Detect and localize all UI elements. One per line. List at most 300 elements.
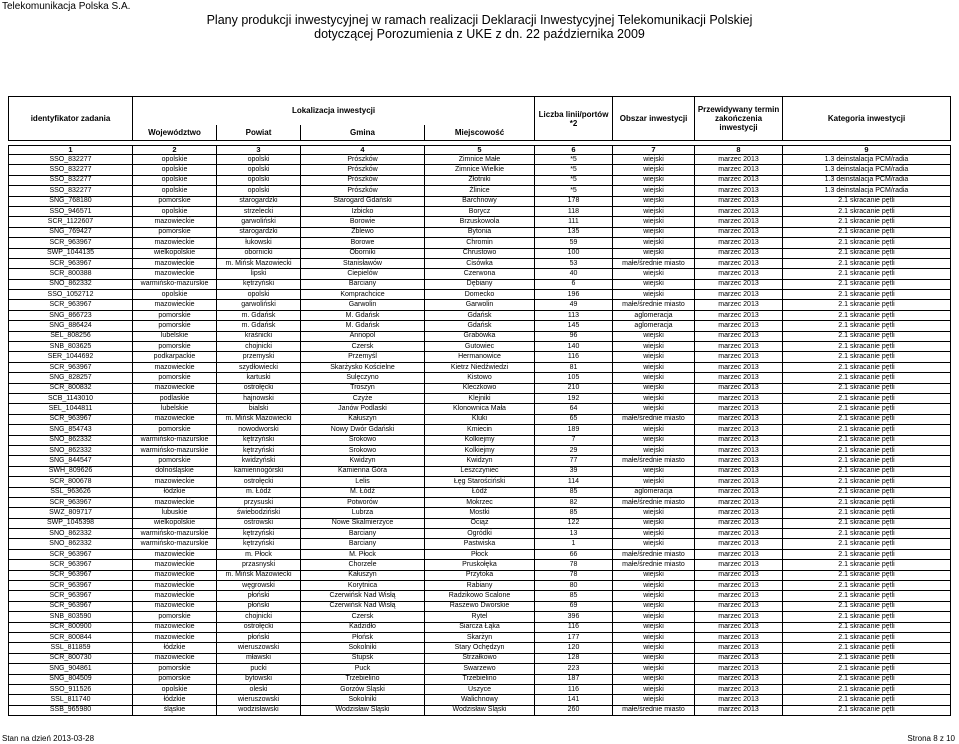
cell-commune: Prószków xyxy=(301,175,425,185)
cell-task-id: SNG_866723 xyxy=(9,310,133,320)
header-lines: Liczba linii/portów *2 xyxy=(535,97,613,141)
cell-task-id: SNG_904861 xyxy=(9,664,133,674)
table-row xyxy=(9,238,951,248)
cell-deadline: marzec 2013 xyxy=(695,591,783,601)
cell-area: aglomeracja xyxy=(613,487,695,497)
header-locality: Miejscowość xyxy=(425,125,535,141)
cell-lines: 196 xyxy=(535,290,613,300)
cell-voivodeship: pomorskie xyxy=(133,321,217,331)
cell-commune: Prószków xyxy=(301,165,425,175)
cell-deadline: marzec 2013 xyxy=(695,362,783,372)
cell-deadline: marzec 2013 xyxy=(695,186,783,196)
column-number: 7 xyxy=(613,146,695,155)
cell-county: ostrowski xyxy=(217,518,301,528)
cell-lines: 85 xyxy=(535,591,613,601)
cell-voivodeship: opolskie xyxy=(133,155,217,165)
cell-area: wiejski xyxy=(613,508,695,518)
cell-commune: Kałuszyn xyxy=(301,570,425,580)
cell-lines: 100 xyxy=(535,248,613,258)
table-row xyxy=(9,196,951,206)
cell-task-id: SNO_862332 xyxy=(9,435,133,445)
cell-commune: Sokolniki xyxy=(301,643,425,653)
cell-task-id: SCR_800730 xyxy=(9,653,133,663)
cell-task-id: SSL_811740 xyxy=(9,695,133,705)
cell-lines: 122 xyxy=(535,518,613,528)
cell-lines: 81 xyxy=(535,362,613,372)
cell-area: wiejski xyxy=(613,227,695,237)
cell-category: 2.1 skracanie pętli xyxy=(783,477,951,487)
cell-deadline: marzec 2013 xyxy=(695,497,783,507)
cell-locality: Kietrz Niedźwiedzi xyxy=(425,362,535,372)
cell-locality: Chrustowo xyxy=(425,248,535,258)
cell-task-id: SCR_800388 xyxy=(9,269,133,279)
cell-voivodeship: łódzkie xyxy=(133,695,217,705)
cell-task-id: SCR_963967 xyxy=(9,258,133,268)
cell-area: małe/średnie miasto xyxy=(613,414,695,424)
status-date: Stan na dzień 2013-03-28 xyxy=(2,734,95,743)
cell-task-id: SWP_1044135 xyxy=(9,248,133,258)
cell-commune: Annopol xyxy=(301,331,425,341)
cell-locality: Uszyce xyxy=(425,684,535,694)
cell-locality: Brzuskowola xyxy=(425,217,535,227)
header-task-id: identyfikator zadania xyxy=(9,97,133,141)
cell-area: wiejski xyxy=(613,581,695,591)
cell-category: 2.1 skracanie pętli xyxy=(783,560,951,570)
cell-county: ostrołęcki xyxy=(217,477,301,487)
cell-deadline: marzec 2013 xyxy=(695,425,783,435)
cell-task-id: SCR_963967 xyxy=(9,300,133,310)
cell-locality: Mostki xyxy=(425,508,535,518)
cell-commune: Kałuszyn xyxy=(301,414,425,424)
cell-lines: 178 xyxy=(535,196,613,206)
table-row xyxy=(9,612,951,622)
cell-commune: Czerwińsk Nad Wisłą xyxy=(301,601,425,611)
table-row xyxy=(9,258,951,268)
cell-area: wiejski xyxy=(613,435,695,445)
cell-county: lipski xyxy=(217,269,301,279)
table-row xyxy=(9,539,951,549)
cell-lines: 6 xyxy=(535,279,613,289)
cell-deadline: marzec 2013 xyxy=(695,206,783,216)
cell-area: wiejski xyxy=(613,664,695,674)
cell-task-id: SNO_862332 xyxy=(9,445,133,455)
cell-area: wiejski xyxy=(613,155,695,165)
cell-task-id: SCR_963967 xyxy=(9,601,133,611)
cell-county: m. Mińsk Mazowiecki xyxy=(217,414,301,424)
cell-commune: Gorzów Śląski xyxy=(301,684,425,694)
cell-category: 2.1 skracanie pętli xyxy=(783,373,951,383)
cell-county: m. Gdańsk xyxy=(217,321,301,331)
cell-lines: 53 xyxy=(535,258,613,268)
cell-voivodeship: warmińsko-mazurskie xyxy=(133,279,217,289)
cell-area: wiejski xyxy=(613,238,695,248)
cell-voivodeship: podkarpackie xyxy=(133,352,217,362)
cell-locality: Barchnowy xyxy=(425,196,535,206)
cell-locality: Łęg Starościński xyxy=(425,477,535,487)
cell-deadline: marzec 2013 xyxy=(695,560,783,570)
cell-county: starogardzki xyxy=(217,196,301,206)
cell-voivodeship: mazowieckie xyxy=(133,560,217,570)
cell-lines: 78 xyxy=(535,560,613,570)
cell-lines: 96 xyxy=(535,331,613,341)
cell-category: 2.1 skracanie pętli xyxy=(783,632,951,642)
table-row xyxy=(9,373,951,383)
cell-category: 2.1 skracanie pętli xyxy=(783,601,951,611)
cell-area: wiejski xyxy=(613,404,695,414)
cell-category: 2.1 skracanie pętli xyxy=(783,612,951,622)
cell-category: 2.1 skracanie pętli xyxy=(783,581,951,591)
cell-category: 2.1 skracanie pętli xyxy=(783,342,951,352)
cell-voivodeship: mazowieckie xyxy=(133,570,217,580)
cell-voivodeship: mazowieckie xyxy=(133,497,217,507)
cell-commune: Izbicko xyxy=(301,206,425,216)
cell-county: kętrzyński xyxy=(217,529,301,539)
cell-county: kętrzyński xyxy=(217,279,301,289)
cell-category: 2.1 skracanie pętli xyxy=(783,518,951,528)
cell-locality: Hermanowice xyxy=(425,352,535,362)
header-location: Lokalizacja inwestycji xyxy=(133,97,535,125)
cell-voivodeship: warmińsko-mazurskie xyxy=(133,539,217,549)
cell-deadline: marzec 2013 xyxy=(695,549,783,559)
cell-voivodeship: opolskie xyxy=(133,684,217,694)
cell-deadline: marzec 2013 xyxy=(695,622,783,632)
cell-area: wiejski xyxy=(613,269,695,279)
cell-area: aglomeracja xyxy=(613,321,695,331)
cell-task-id: SSL_811859 xyxy=(9,643,133,653)
cell-category: 2.1 skracanie pętli xyxy=(783,425,951,435)
company-name: Telekomunikacja Polska S.A. xyxy=(2,1,131,12)
cell-locality: Rabiany xyxy=(425,581,535,591)
cell-deadline: marzec 2013 xyxy=(695,175,783,185)
cell-lines: 1 xyxy=(535,539,613,549)
cell-locality: Źlinice xyxy=(425,186,535,196)
cell-commune: M. Łódź xyxy=(301,487,425,497)
column-number: 4 xyxy=(301,146,425,155)
cell-area: wiejski xyxy=(613,206,695,216)
cell-lines: 210 xyxy=(535,383,613,393)
table-row xyxy=(9,321,951,331)
cell-deadline: marzec 2013 xyxy=(695,477,783,487)
cell-commune: Nowy Dwór Gdański xyxy=(301,425,425,435)
cell-locality: Skarżyn xyxy=(425,632,535,642)
cell-commune: Czyże xyxy=(301,393,425,403)
table-row xyxy=(9,383,951,393)
cell-county: obornicki xyxy=(217,248,301,258)
cell-task-id: SNO_862332 xyxy=(9,539,133,549)
cell-area: wiejski xyxy=(613,445,695,455)
cell-task-id: SNG_828257 xyxy=(9,373,133,383)
cell-deadline: marzec 2013 xyxy=(695,248,783,258)
table-row xyxy=(9,705,951,715)
table-row xyxy=(9,581,951,591)
cell-deadline: marzec 2013 xyxy=(695,445,783,455)
cell-lines: 40 xyxy=(535,269,613,279)
cell-task-id: SWP_1045398 xyxy=(9,518,133,528)
cell-lines: 85 xyxy=(535,508,613,518)
cell-county: wieruszowski xyxy=(217,695,301,705)
cell-lines: 59 xyxy=(535,238,613,248)
cell-county: kętrzyński xyxy=(217,435,301,445)
cell-category: 1.3 deinstalacja PCM/radia xyxy=(783,186,951,196)
cell-county: hajnowski xyxy=(217,393,301,403)
cell-county: szydłowiecki xyxy=(217,362,301,372)
cell-category: 2.1 skracanie pętli xyxy=(783,217,951,227)
cell-voivodeship: pomorskie xyxy=(133,674,217,684)
cell-task-id: SCR_963967 xyxy=(9,570,133,580)
cell-task-id: SCR_800844 xyxy=(9,632,133,642)
cell-commune: Skarżysko Kościelne xyxy=(301,362,425,372)
cell-deadline: marzec 2013 xyxy=(695,695,783,705)
cell-lines: 396 xyxy=(535,612,613,622)
cell-voivodeship: mazowieckie xyxy=(133,217,217,227)
cell-voivodeship: pomorskie xyxy=(133,227,217,237)
cell-area: aglomeracja xyxy=(613,310,695,320)
cell-county: m. Gdańsk xyxy=(217,310,301,320)
column-number: 2 xyxy=(133,146,217,155)
cell-voivodeship: opolskie xyxy=(133,175,217,185)
cell-locality: Zimnice Małe xyxy=(425,155,535,165)
cell-voivodeship: mazowieckie xyxy=(133,300,217,310)
cell-commune: Komprachcice xyxy=(301,290,425,300)
cell-voivodeship: wielkopolskie xyxy=(133,518,217,528)
cell-county: kętrzyński xyxy=(217,539,301,549)
cell-deadline: marzec 2013 xyxy=(695,414,783,424)
cell-commune: Nowe Skalmierzyce xyxy=(301,518,425,528)
cell-deadline: marzec 2013 xyxy=(695,290,783,300)
cell-commune: Troszyn xyxy=(301,383,425,393)
cell-category: 2.1 skracanie pętli xyxy=(783,570,951,580)
cell-commune: Barciany xyxy=(301,279,425,289)
cell-area: wiejski xyxy=(613,653,695,663)
cell-lines: 64 xyxy=(535,404,613,414)
header-deadline: Przewidywany termin zakończenia inwestycji xyxy=(695,97,783,141)
cell-voivodeship: mazowieckie xyxy=(133,258,217,268)
table-row xyxy=(9,404,951,414)
cell-locality: Strzałkowo xyxy=(425,653,535,663)
table-row xyxy=(9,518,951,528)
cell-deadline: marzec 2013 xyxy=(695,570,783,580)
cell-lines: 192 xyxy=(535,393,613,403)
cell-lines: 141 xyxy=(535,695,613,705)
cell-commune: Kwidzyn xyxy=(301,456,425,466)
cell-voivodeship: lubelskie xyxy=(133,331,217,341)
cell-lines: 85 xyxy=(535,487,613,497)
cell-area: wiejski xyxy=(613,186,695,196)
cell-category: 1.3 deinstalacja PCM/radia xyxy=(783,155,951,165)
cell-commune: Borowie xyxy=(301,217,425,227)
table-row xyxy=(9,175,951,185)
cell-area: wiejski xyxy=(613,466,695,476)
cell-category: 2.1 skracanie pętli xyxy=(783,549,951,559)
cell-commune: Potworów xyxy=(301,497,425,507)
cell-county: m. Mińsk Mazowiecki xyxy=(217,258,301,268)
cell-county: ostrołęcki xyxy=(217,383,301,393)
table-row xyxy=(9,529,951,539)
cell-deadline: marzec 2013 xyxy=(695,383,783,393)
cell-task-id: SSO_946571 xyxy=(9,206,133,216)
cell-county: płoński xyxy=(217,601,301,611)
cell-task-id: SNO_862332 xyxy=(9,279,133,289)
cell-locality: Ogródki xyxy=(425,529,535,539)
cell-task-id: SCR_963967 xyxy=(9,581,133,591)
cell-county: garwoliński xyxy=(217,217,301,227)
cell-task-id: SNG_886424 xyxy=(9,321,133,331)
cell-locality: Mokrzec xyxy=(425,497,535,507)
table-row xyxy=(9,248,951,258)
cell-lines: 145 xyxy=(535,321,613,331)
cell-deadline: marzec 2013 xyxy=(695,227,783,237)
cell-voivodeship: mazowieckie xyxy=(133,632,217,642)
cell-voivodeship: pomorskie xyxy=(133,196,217,206)
cell-commune: Srokowo xyxy=(301,445,425,455)
cell-lines: *5 xyxy=(535,165,613,175)
cell-lines: 49 xyxy=(535,300,613,310)
cell-category: 2.1 skracanie pętli xyxy=(783,300,951,310)
cell-county: łukowski xyxy=(217,238,301,248)
cell-area: wiejski xyxy=(613,383,695,393)
cell-area: wiejski xyxy=(613,570,695,580)
cell-task-id: SSO_1052712 xyxy=(9,290,133,300)
cell-voivodeship: pomorskie xyxy=(133,373,217,383)
cell-lines: 29 xyxy=(535,445,613,455)
cell-deadline: marzec 2013 xyxy=(695,705,783,715)
header-commune: Gmina xyxy=(301,125,425,141)
table-row xyxy=(9,591,951,601)
cell-county: mławski xyxy=(217,653,301,663)
cell-locality: Borycz xyxy=(425,206,535,216)
cell-locality: Kolkiejmy xyxy=(425,435,535,445)
cell-category: 2.1 skracanie pętli xyxy=(783,383,951,393)
cell-area: wiejski xyxy=(613,612,695,622)
cell-area: małe/średnie miasto xyxy=(613,560,695,570)
cell-commune: Lelis xyxy=(301,477,425,487)
cell-lines: 120 xyxy=(535,643,613,653)
cell-locality: Siarcza Łąka xyxy=(425,622,535,632)
cell-voivodeship: mazowieckie xyxy=(133,362,217,372)
table-row xyxy=(9,456,951,466)
cell-category: 2.1 skracanie pętli xyxy=(783,206,951,216)
cell-area: wiejski xyxy=(613,342,695,352)
cell-county: nowodworski xyxy=(217,425,301,435)
cell-locality: Chromin xyxy=(425,238,535,248)
cell-commune: Garwolin xyxy=(301,300,425,310)
document-subtitle: dotyczącej Porozumienia z UKE z dn. 22 października 2009 xyxy=(314,27,645,41)
cell-deadline: marzec 2013 xyxy=(695,632,783,642)
cell-deadline: marzec 2013 xyxy=(695,155,783,165)
cell-deadline: marzec 2013 xyxy=(695,342,783,352)
column-number: 5 xyxy=(425,146,535,155)
cell-locality: Wodzisław Śląski xyxy=(425,705,535,715)
cell-locality: Gutowiec xyxy=(425,342,535,352)
cell-task-id: SSO_832277 xyxy=(9,186,133,196)
table-row xyxy=(9,435,951,445)
cell-county: opolski xyxy=(217,155,301,165)
cell-lines: 116 xyxy=(535,622,613,632)
cell-locality: Swarzewo xyxy=(425,664,535,674)
cell-county: kwidzyński xyxy=(217,456,301,466)
cell-county: opolski xyxy=(217,186,301,196)
table-row xyxy=(9,206,951,216)
cell-county: płoński xyxy=(217,591,301,601)
cell-lines: 13 xyxy=(535,529,613,539)
cell-deadline: marzec 2013 xyxy=(695,643,783,653)
cell-locality: Przytoka xyxy=(425,570,535,580)
cell-commune: Stanisławów xyxy=(301,258,425,268)
cell-area: małe/średnie miasto xyxy=(613,300,695,310)
cell-category: 2.1 skracanie pętli xyxy=(783,497,951,507)
cell-deadline: marzec 2013 xyxy=(695,217,783,227)
cell-task-id: SNB_803590 xyxy=(9,612,133,622)
cell-area: wiejski xyxy=(613,632,695,642)
cell-commune: Czersk xyxy=(301,342,425,352)
cell-task-id: SWH_809626 xyxy=(9,466,133,476)
cell-category: 2.1 skracanie pętli xyxy=(783,622,951,632)
cell-area: wiejski xyxy=(613,695,695,705)
cell-county: kraśnicki xyxy=(217,331,301,341)
cell-category: 2.1 skracanie pętli xyxy=(783,238,951,248)
table-row xyxy=(9,664,951,674)
cell-task-id: SNB_803625 xyxy=(9,342,133,352)
cell-task-id: SCR_963967 xyxy=(9,238,133,248)
cell-county: wodzisławski xyxy=(217,705,301,715)
cell-county: kartuski xyxy=(217,373,301,383)
cell-task-id: SSO_832277 xyxy=(9,155,133,165)
cell-task-id: SNO_862332 xyxy=(9,529,133,539)
table-row xyxy=(9,477,951,487)
cell-voivodeship: mazowieckie xyxy=(133,383,217,393)
cell-lines: 77 xyxy=(535,456,613,466)
cell-locality: Złotniki xyxy=(425,175,535,185)
table-row xyxy=(9,601,951,611)
cell-voivodeship: pomorskie xyxy=(133,342,217,352)
cell-voivodeship: warmińsko-mazurskie xyxy=(133,529,217,539)
cell-voivodeship: opolskie xyxy=(133,206,217,216)
cell-deadline: marzec 2013 xyxy=(695,279,783,289)
table-row xyxy=(9,310,951,320)
cell-category: 2.1 skracanie pętli xyxy=(783,331,951,341)
cell-commune: Starogard Gdański xyxy=(301,196,425,206)
cell-commune: M. Gdańsk xyxy=(301,321,425,331)
cell-locality: Cisówka xyxy=(425,258,535,268)
cell-task-id: SNG_844547 xyxy=(9,456,133,466)
cell-lines: *5 xyxy=(535,155,613,165)
cell-task-id: SNG_854743 xyxy=(9,425,133,435)
cell-voivodeship: opolskie xyxy=(133,186,217,196)
cell-commune: Barciany xyxy=(301,529,425,539)
cell-locality: Ociąż xyxy=(425,518,535,528)
cell-area: wiejski xyxy=(613,393,695,403)
cell-category: 2.1 skracanie pętli xyxy=(783,279,951,289)
column-number: 8 xyxy=(695,146,783,155)
table-row xyxy=(9,165,951,175)
cell-commune: Trzebielino xyxy=(301,674,425,684)
column-number: 6 xyxy=(535,146,613,155)
cell-lines: 114 xyxy=(535,477,613,487)
table-row xyxy=(9,674,951,684)
cell-category: 2.1 skracanie pętli xyxy=(783,290,951,300)
table-row xyxy=(9,331,951,341)
cell-task-id: SCB_1143010 xyxy=(9,393,133,403)
cell-commune: Stupsk xyxy=(301,653,425,663)
cell-deadline: marzec 2013 xyxy=(695,487,783,497)
cell-category: 2.1 skracanie pętli xyxy=(783,362,951,372)
table-row xyxy=(9,362,951,372)
cell-area: wiejski xyxy=(613,248,695,258)
cell-area: wiejski xyxy=(613,591,695,601)
cell-category: 2.1 skracanie pętli xyxy=(783,664,951,674)
cell-task-id: SER_1044692 xyxy=(9,352,133,362)
cell-locality: Czerwona xyxy=(425,269,535,279)
